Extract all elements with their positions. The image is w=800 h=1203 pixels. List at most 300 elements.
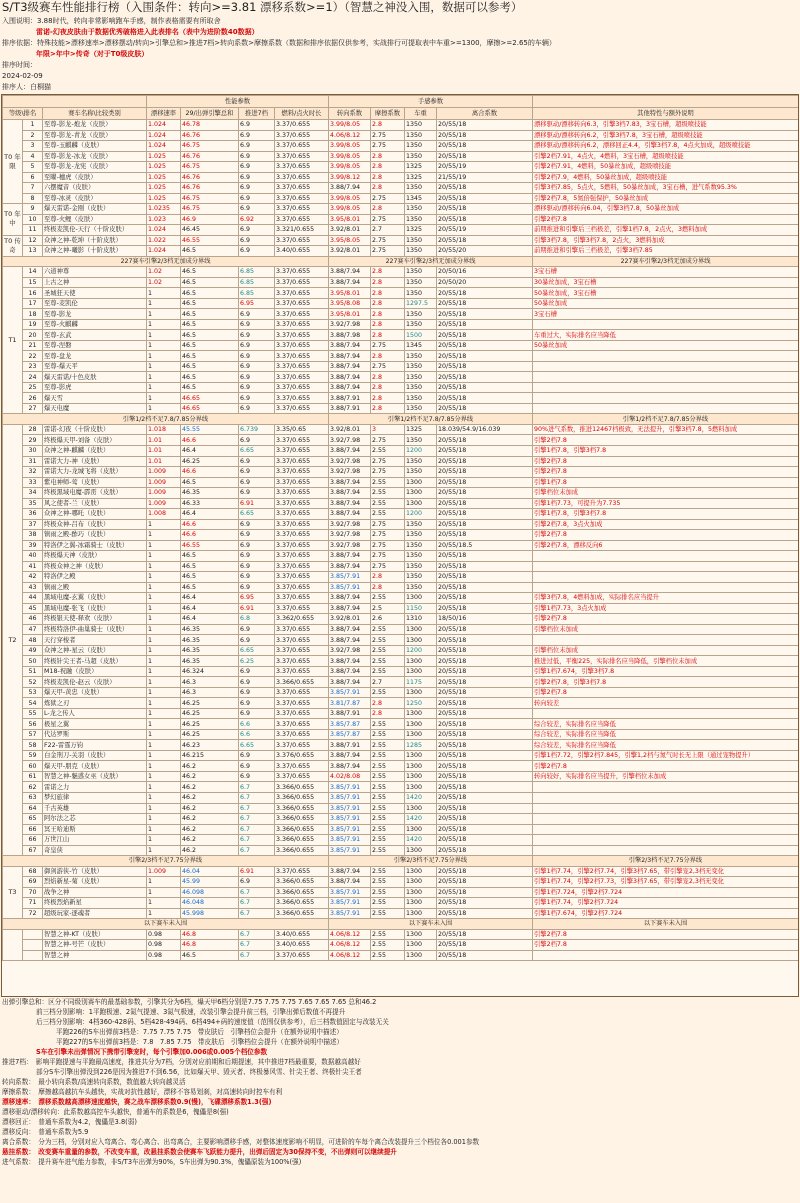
rank-cell: 27 xyxy=(23,403,43,414)
car-name-cell: 智慧之神 xyxy=(43,950,147,961)
cell-cl: 20/55/18 xyxy=(437,456,533,467)
cell-fuel: 3.37/0.655 xyxy=(275,445,329,456)
cell-dr: 1 xyxy=(147,677,181,688)
cell-wt: 1300 xyxy=(405,824,437,835)
cell-fr: 2.55 xyxy=(371,445,405,456)
table-row xyxy=(3,835,799,846)
cell-fuel: 3.40/0.655 xyxy=(275,940,329,951)
notes-cell: 引擎2档7.8，3点火加成 xyxy=(533,519,799,530)
cell-fuel: 3.362/0.655 xyxy=(275,614,329,625)
cell-st: 3.88/7.94 xyxy=(329,656,371,667)
cell-eng: 46.55 xyxy=(181,235,239,246)
cell-st: 3.88/7.94 xyxy=(329,361,371,372)
table-row xyxy=(3,488,799,499)
rank-cell: 39 xyxy=(23,540,43,551)
cell-p7: 6.9 xyxy=(239,151,275,162)
intro-line-7: 排序人：白桐猫 xyxy=(2,83,51,91)
car-name-cell: 至尊-影龙-炮龙（皮肤） xyxy=(43,120,147,131)
car-name-cell: 雷诺-幻夜（十阶皮肤） xyxy=(43,424,147,435)
cell-fr: 2.8 xyxy=(371,582,405,593)
cell-wt: 1300 xyxy=(405,771,437,782)
cell-p7: 6.85 xyxy=(239,277,275,288)
separator-left: 227赛车引擎2/3档无加成分界线 xyxy=(3,256,329,267)
car-name-cell: 爆天雪 xyxy=(43,393,147,404)
col-weight: 车重 xyxy=(405,108,437,120)
table-row xyxy=(3,319,799,330)
rank-cell: 67 xyxy=(23,845,43,856)
footer-line: 摩擦系数： 摩擦越高越抗车头越快，实战对抗性越好，漂移不容易划刹，对高速转向时控车有利 xyxy=(2,1088,283,1096)
cell-dr: 1 xyxy=(147,656,181,667)
cell-p7: 6.9 xyxy=(239,687,275,698)
table-row xyxy=(3,235,799,246)
cell-p7: 6.9 xyxy=(239,477,275,488)
cell-cl: 20/55/18 xyxy=(437,361,533,372)
car-name-cell: 众神之神-哪吒（皮肤） xyxy=(43,509,147,520)
rank-cell: 36 xyxy=(23,509,43,520)
cell-p7: 6.92 xyxy=(239,214,275,225)
cell-dr: 1.009 xyxy=(147,467,181,478)
rank-cell: 18 xyxy=(23,309,43,320)
cell-st: 3.95/8.08 xyxy=(329,298,371,309)
cell-p7: 6.9 xyxy=(239,530,275,541)
cell-p7: 6.6 xyxy=(239,729,275,740)
table-row xyxy=(3,771,799,782)
notes-cell: 引擎2档7.8 xyxy=(533,761,799,772)
cell-p7: 6.7 xyxy=(239,824,275,835)
cell-fuel: 3.37/0.655 xyxy=(275,435,329,446)
cell-p7: 6.7 xyxy=(239,940,275,951)
cell-cl: 20/55/18 xyxy=(437,887,533,898)
cell-cl: 20/55/18 xyxy=(437,708,533,719)
cell-p7: 6.9 xyxy=(239,456,275,467)
notes-cell xyxy=(533,793,799,804)
tier-t2: T2 xyxy=(3,424,23,855)
rank-cell: 4 xyxy=(23,151,43,162)
table-row xyxy=(3,151,799,162)
table-row xyxy=(3,467,799,478)
cell-dr: 1 xyxy=(147,593,181,604)
rank-cell: 32 xyxy=(23,467,43,478)
notes-cell xyxy=(533,372,799,383)
cell-dr: 1 xyxy=(147,572,181,583)
cell-wt: 1350 xyxy=(405,120,437,131)
cell-st: 3.88/7.94 xyxy=(329,340,371,351)
cell-eng: 46.4 xyxy=(181,593,239,604)
separator-right: 227赛车引擎2/3档无加成分界线 xyxy=(533,256,799,267)
cell-fr: 2.8 xyxy=(371,204,405,215)
cell-cl: 20/55/18 xyxy=(437,519,533,530)
cell-fr: 2.8 xyxy=(371,162,405,173)
cell-p7: 6.9 xyxy=(239,130,275,141)
rank-cell: 24 xyxy=(23,372,43,383)
cell-st: 3.92/8.01 xyxy=(329,246,371,257)
cell-eng: 46.25 xyxy=(181,729,239,740)
notes-cell xyxy=(533,803,799,814)
table-row xyxy=(3,687,799,698)
cell-eng: 46.25 xyxy=(181,719,239,730)
cell-eng: 46.3 xyxy=(181,677,239,688)
cell-cl: 20/55/18 xyxy=(437,582,533,593)
cell-fuel: 3.37/0.655 xyxy=(275,645,329,656)
cell-wt: 1350 xyxy=(405,309,437,320)
cell-dr: 1 xyxy=(147,319,181,330)
cell-fr: 2.55 xyxy=(371,729,405,740)
car-name-cell: 至尊-冰灵（皮肤） xyxy=(43,193,147,204)
intro-line-3 xyxy=(2,38,798,49)
car-name-cell: 天行穿梭者 xyxy=(43,635,147,646)
cell-st: 3.88/7.94 xyxy=(329,666,371,677)
notes-cell: 引擎档位未加成 xyxy=(533,624,799,635)
cell-dr: 1 xyxy=(147,298,181,309)
cell-wt: 1350 xyxy=(405,235,437,246)
rank-cell: 20 xyxy=(23,330,43,341)
cell-dr: 1.009 xyxy=(147,477,181,488)
notes-cell: 30暴丝加成，3宝石槽 xyxy=(533,277,799,288)
cell-fuel: 3.37/0.655 xyxy=(275,151,329,162)
cell-st: 3.85/7.91 xyxy=(329,572,371,583)
cell-st: 3.88/7.94 xyxy=(329,866,371,877)
notes-cell: 漂移驱动/漂移转向6.2，引擎3档7.8，3宝石槽，超级喷技能 xyxy=(533,130,799,141)
table-row xyxy=(3,382,799,393)
notes-cell xyxy=(533,361,799,372)
cell-wt: 1300 xyxy=(405,498,437,509)
cell-fuel: 3.37/0.655 xyxy=(275,319,329,330)
car-name-cell: 终极针尖王者-马超（皮肤） xyxy=(43,656,147,667)
tier-t0-mid: T0 年中 xyxy=(3,204,23,236)
cell-eng: 46.76 xyxy=(181,183,239,194)
car-name-cell: F22-雷霆万钧 xyxy=(43,740,147,751)
cell-st: 4.06/8.12 xyxy=(329,929,371,940)
car-name-cell: 炼狱之刃 xyxy=(43,698,147,709)
cell-st: 3.88/7.94 xyxy=(329,761,371,772)
car-name-cell: 终极众神-吕布（皮肤） xyxy=(43,519,147,530)
cell-cl: 18/50/16 xyxy=(437,614,533,625)
cell-fuel: 3.37/0.655 xyxy=(275,162,329,173)
cell-st: 3.88/7.94 xyxy=(329,551,371,562)
cell-st: 3.88/7.94 xyxy=(329,603,371,614)
cell-st: 3.95/8.01 xyxy=(329,309,371,320)
table-row xyxy=(3,729,799,740)
cell-st: 3.92/7.98 xyxy=(329,519,371,530)
cell-dr: 1 xyxy=(147,877,181,888)
rank-cell: 7 xyxy=(23,183,43,194)
cell-fuel: 3.37/0.655 xyxy=(275,519,329,530)
rank-cell: 72 xyxy=(23,908,43,919)
cell-dr: 1.018 xyxy=(147,424,181,435)
cell-eng: 46.76 xyxy=(181,172,239,183)
cell-eng: 46.5 xyxy=(181,372,239,383)
cell-eng: 46.4 xyxy=(181,614,239,625)
table-row xyxy=(3,761,799,772)
car-name-cell: 风之使者-兰（皮肤） xyxy=(43,498,147,509)
cell-wt: 1310 xyxy=(405,614,437,625)
cell-wt: 1350 xyxy=(405,214,437,225)
cell-fr: 2.55 xyxy=(371,835,405,846)
notes-cell: 引擎1档7.73，3点火加成 xyxy=(533,603,799,614)
rank-cell: 47 xyxy=(23,624,43,635)
table-row xyxy=(3,677,799,688)
cell-st: 3.85/7.91 xyxy=(329,845,371,856)
cell-fr: 2.75 xyxy=(371,456,405,467)
rank-cell: 53 xyxy=(23,687,43,698)
notes-cell: 引擎1档7.724，引擎2档7.724 xyxy=(533,887,799,898)
cell-fr: 2.8 xyxy=(371,183,405,194)
car-name-cell: 至尊-玄武 xyxy=(43,330,147,341)
cell-cl: 20/55/18 xyxy=(437,687,533,698)
cell-fr: 2.55 xyxy=(371,645,405,656)
tier-t1: T1 xyxy=(3,267,23,414)
car-name-cell: 终极黑域电魔-霹雳（皮肤） xyxy=(43,488,147,499)
cell-p7: 6.9 xyxy=(239,235,275,246)
car-name-cell: 雷诺之力 xyxy=(43,782,147,793)
table-row xyxy=(3,141,799,152)
cell-fuel: 3.366/0.655 xyxy=(275,803,329,814)
ranking-table-container xyxy=(1,94,799,997)
cell-dr: 0.98 xyxy=(147,950,181,961)
cell-eng: 46.23 xyxy=(181,740,239,751)
cell-fuel: 3.366/0.655 xyxy=(275,835,329,846)
table-row xyxy=(3,750,799,761)
cell-eng: 46.25 xyxy=(181,698,239,709)
cell-eng: 46.2 xyxy=(181,835,239,846)
cell-wt: 1350 xyxy=(405,288,437,299)
cell-fr: 2.55 xyxy=(371,656,405,667)
cell-eng: 46.324 xyxy=(181,666,239,677)
cell-cl: 20/55/18 xyxy=(437,141,533,152)
cell-cl: 20/55/18 xyxy=(437,898,533,909)
cell-wt: 1300 xyxy=(405,908,437,919)
notes-cell: 引擎2档7.8 xyxy=(533,940,799,951)
cell-cl: 20/55/18 xyxy=(437,593,533,604)
cell-st: 3.95/8.01 xyxy=(329,288,371,299)
footer-line: 转向系数： 最小转向系数/高速转向系数，数值越大转向越灵活 xyxy=(2,1078,186,1086)
table-row xyxy=(3,277,799,288)
col-notes: 其他特性与额外说明 xyxy=(533,108,799,120)
cell-st: 4.02/8.08 xyxy=(329,771,371,782)
cell-p7: 6.7 xyxy=(239,887,275,898)
cell-dr: 1 xyxy=(147,603,181,614)
table-row xyxy=(3,908,799,919)
cell-st: 3.99/8.05 xyxy=(329,162,371,173)
rank-cell: 54 xyxy=(23,698,43,709)
footer-line: 漂移回正： 普通车系数为4.2，傀儡是3.8(弱) xyxy=(2,1118,137,1126)
cell-dr: 1.025 xyxy=(147,172,181,183)
cell-cl: 20/55/18 xyxy=(437,698,533,709)
rank-cell: 64 xyxy=(23,803,43,814)
notes-cell: 引擎1档7.8，引擎3档7.8 xyxy=(533,445,799,456)
table-row xyxy=(3,803,799,814)
intro-sort-basis: 排序依据：特殊技能>漂移速率>漂移摆动/转向>引擎总和>推进7档>转向系数>摩擦系数（数据和排序依据仅供参考，实战排行可提取表中车重>=1300，摩擦>=2.65的车辆） xyxy=(2,39,556,47)
cell-p7: 6.65 xyxy=(239,445,275,456)
cell-fr: 2.7 xyxy=(371,225,405,236)
car-name-cell: 极星之翼 xyxy=(43,719,147,730)
footer-line: 后三档分别影响：4档360-428码、5档428-494码、6档494+码的速度值（范围仅供参考），后三档数值固定与改装无关 xyxy=(36,1018,389,1026)
cell-fuel: 3.366/0.655 xyxy=(275,814,329,825)
separator-right: 以下赛车未入围 xyxy=(533,919,799,930)
cell-wt: 1300 xyxy=(405,719,437,730)
rank-cell: 43 xyxy=(23,582,43,593)
cell-eng: 46.45 xyxy=(181,225,239,236)
table-row xyxy=(3,214,799,225)
notes-cell xyxy=(533,551,799,562)
car-name-cell: 六摆魔音（皮肤） xyxy=(43,183,147,194)
cell-fuel: 3.366/0.655 xyxy=(275,782,329,793)
footer-line: 部分S车引擎出弹没到226是因为推进7不到6.56，比如爆天甲、毁灭者、终极暴风雪、针尖王者、终极针尖王者 xyxy=(36,1068,362,1076)
cell-p7: 6.7 xyxy=(239,908,275,919)
table-header xyxy=(3,96,799,120)
cell-fr: 2.55 xyxy=(371,687,405,698)
cell-eng: 46.6 xyxy=(181,467,239,478)
cell-eng: 45.55 xyxy=(181,424,239,435)
rank-cell: 59 xyxy=(23,750,43,761)
separator-row xyxy=(3,919,799,930)
cell-fuel: 3.366/0.655 xyxy=(275,845,329,856)
cell-dr: 1.025 xyxy=(147,151,181,162)
cell-eng: 46.2 xyxy=(181,814,239,825)
cell-cl: 20/50/20 xyxy=(437,277,533,288)
car-name-cell: 千古英雄 xyxy=(43,803,147,814)
cell-eng: 46.04 xyxy=(181,866,239,877)
rank-cell: 15 xyxy=(23,277,43,288)
cell-p7: 6.739 xyxy=(239,424,275,435)
cell-p7: 6.9 xyxy=(239,141,275,152)
cell-fr: 2.8 xyxy=(371,572,405,583)
notes-cell: 引擎2档7.8 xyxy=(533,456,799,467)
notes-cell xyxy=(533,582,799,593)
rank-cell: 70 xyxy=(23,887,43,898)
cell-eng: 46.2 xyxy=(181,761,239,772)
rank-cell: 23 xyxy=(23,361,43,372)
cell-dr: 1 xyxy=(147,845,181,856)
notes-cell: 推进过低，平衡225，实际排名应当降低，引擎档位未加成 xyxy=(533,656,799,667)
notes-cell: 引擎3档7.8，4燃料加成，实际排名应当提升 xyxy=(533,593,799,604)
cell-cl: 20/55/18 xyxy=(437,950,533,961)
cell-cl: 20/55/18 xyxy=(437,677,533,688)
notes-cell xyxy=(533,950,799,961)
cell-st: 3.85/7.91 xyxy=(329,793,371,804)
cell-wt: 1345 xyxy=(405,340,437,351)
cell-fr: 2.8 xyxy=(371,393,405,404)
separator-mid: 227赛车引擎2/3档无加成分界线 xyxy=(329,256,533,267)
rank-cell: 57 xyxy=(23,729,43,740)
cell-eng: 46.75 xyxy=(181,193,239,204)
car-name-cell: 梦幻旅律 xyxy=(43,793,147,804)
notes-cell xyxy=(533,824,799,835)
cell-fuel: 3.37/0.655 xyxy=(275,130,329,141)
cell-eng: 46.5 xyxy=(181,246,239,257)
cell-fr: 2.7 xyxy=(371,677,405,688)
rank-cell: 16 xyxy=(23,288,43,299)
cell-fuel: 3.366/0.655 xyxy=(275,824,329,835)
car-name-cell: 冥王哈迪斯 xyxy=(43,824,147,835)
col-drift-rate: 漂移速率 xyxy=(147,108,181,120)
rank-cell: 50 xyxy=(23,656,43,667)
table-row xyxy=(3,183,799,194)
notes-cell: 转向较好，实际排名应当提升，引擎档位未加成 xyxy=(533,771,799,782)
car-name-cell: 镇雨之殿 xyxy=(43,582,147,593)
cell-st: 3.88/7.94 xyxy=(329,445,371,456)
cell-p7: 6.9 xyxy=(239,519,275,530)
cell-dr: 1.022 xyxy=(147,235,181,246)
rank-cell: 61 xyxy=(23,771,43,782)
footer-line: 悬挂系数： 改变赛车重量的参数，不改变车重，改悬挂系数会使赛车飞跃能力提升，出弹后固定为30保持不变，不出弹则可以继续提升 xyxy=(2,1148,397,1156)
cell-fr: 2.75 xyxy=(371,561,405,572)
cell-wt: 1350 xyxy=(405,393,437,404)
cell-fuel: 3.37/0.655 xyxy=(275,488,329,499)
car-name-cell: 终极银天使-释欢（皮肤） xyxy=(43,614,147,625)
cell-fuel: 3.37/0.655 xyxy=(275,950,329,961)
cell-dr: 1 xyxy=(147,782,181,793)
cell-eng: 45.998 xyxy=(181,908,239,919)
table-row xyxy=(3,498,799,509)
notes-cell xyxy=(533,393,799,404)
cell-wt: 1350 xyxy=(405,267,437,278)
car-name-cell: 爆天雷诺/十色皮肤 xyxy=(43,372,147,383)
cell-cl: 20/55/18 xyxy=(437,940,533,951)
table-row xyxy=(3,403,799,414)
cell-p7: 6.95 xyxy=(239,298,275,309)
cell-dr: 1 xyxy=(147,340,181,351)
cell-eng: 46.75 xyxy=(181,141,239,152)
notes-cell xyxy=(533,782,799,793)
cell-eng: 46.75 xyxy=(181,204,239,215)
cell-fr: 2.55 xyxy=(371,771,405,782)
header xyxy=(2,0,798,94)
cell-p7: 6.9 xyxy=(239,761,275,772)
cell-cl: 20/55/18 xyxy=(437,719,533,730)
cell-st: 4.06/8.12 xyxy=(329,130,371,141)
cell-p7: 6.7 xyxy=(239,782,275,793)
cell-fr: 2.55 xyxy=(371,950,405,961)
car-name-cell: 超级玩家-逐魂者 xyxy=(43,908,147,919)
cell-p7: 6.7 xyxy=(239,898,275,909)
cell-eng: 46.2 xyxy=(181,803,239,814)
cell-eng: 46.048 xyxy=(181,898,239,909)
cell-fuel: 3.37/0.655 xyxy=(275,624,329,635)
cell-wt: 1350 xyxy=(405,351,437,362)
rank-cell xyxy=(23,929,43,940)
cell-st: 3.92/7.98 xyxy=(329,319,371,330)
cell-eng: 46.35 xyxy=(181,656,239,667)
cell-wt: 1350 xyxy=(405,277,437,288)
table-row xyxy=(3,456,799,467)
car-name-cell: 烈焰新星-菊（皮肤） xyxy=(43,877,147,888)
cell-wt: 1200 xyxy=(405,509,437,520)
cell-fuel: 3.37/0.655 xyxy=(275,183,329,194)
cell-eng: 46.2 xyxy=(181,824,239,835)
cell-eng: 46.2 xyxy=(181,845,239,856)
cell-fuel: 3.37/0.655 xyxy=(275,498,329,509)
cell-st: 3.88/7.91 xyxy=(329,393,371,404)
cell-dr: 1 xyxy=(147,614,181,625)
notes-cell xyxy=(533,572,799,583)
cell-p7: 6.9 xyxy=(239,403,275,414)
car-name-cell: 至尊-影龙-青龙（皮肤） xyxy=(43,130,147,141)
cell-p7: 6.9 xyxy=(239,330,275,341)
cell-cl: 20/55/18 xyxy=(437,603,533,614)
rank-cell: 66 xyxy=(23,824,43,835)
col-name: 赛车名称\比较类别 xyxy=(43,108,147,120)
cell-fuel: 3.37/0.655 xyxy=(275,551,329,562)
cell-fuel: 3.37/0.655 xyxy=(275,361,329,372)
notes-cell: 50暴丝加成，3宝石槽 xyxy=(533,288,799,299)
cell-cl: 20/55/18 xyxy=(437,793,533,804)
table-row xyxy=(3,740,799,751)
rank-cell: 2 xyxy=(23,130,43,141)
cell-wt: 1345 xyxy=(405,193,437,204)
cell-fuel: 3.37/0.655 xyxy=(275,656,329,667)
cell-p7: 6.9 xyxy=(239,193,275,204)
